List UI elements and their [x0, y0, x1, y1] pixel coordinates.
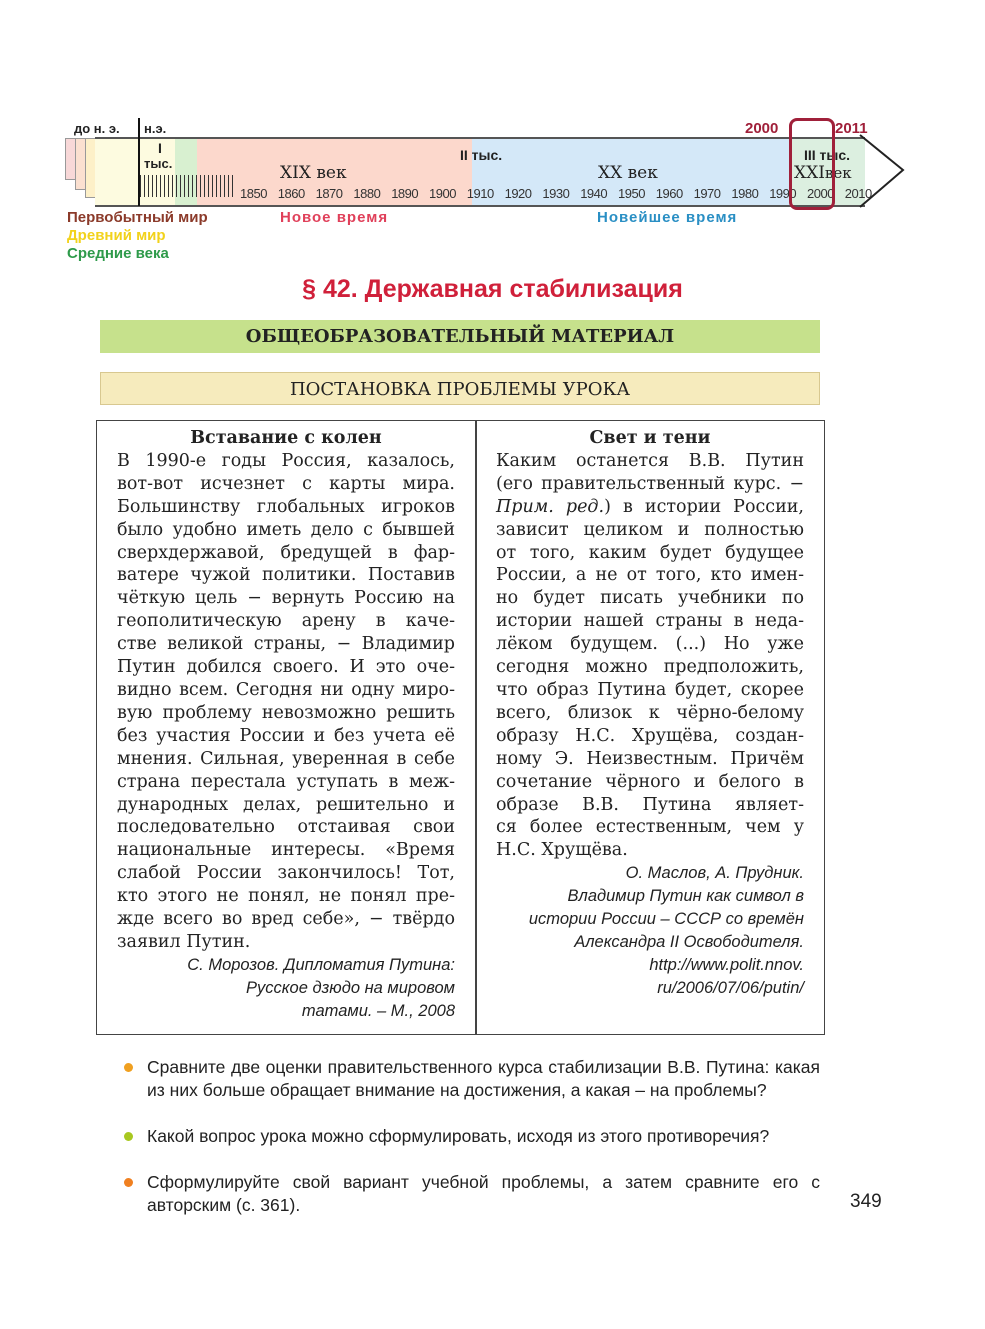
- text-line: сегодня можно предположить,: [496, 657, 804, 678]
- text-line: заявил Путин.: [117, 931, 251, 952]
- millennium-1-numeral: I: [158, 140, 162, 156]
- text-line: сочетание чёрного и белого в: [496, 771, 804, 792]
- decade-label: 1980: [731, 186, 759, 201]
- decade-label: 1970: [693, 186, 721, 201]
- source-left-heading: Вставание с колен: [190, 428, 382, 448]
- century-21-word: век: [824, 164, 852, 182]
- text-line: от того, каким будет будущее: [496, 542, 804, 563]
- text-line: лёком будущем. (...) Но уже: [496, 634, 804, 655]
- text-line: вот-вот исчезнет с карты мира.: [117, 473, 455, 494]
- era-primitive: Первобытный мир: [67, 209, 208, 226]
- text-line: чёткую цель − вернуть Россию на: [117, 588, 455, 609]
- source-right: [496, 427, 804, 1000]
- citation-line: истории России – СССР со времён: [528, 910, 804, 929]
- bullet-icon: [124, 1132, 133, 1141]
- millennium-3-label: III тыс.: [804, 147, 851, 163]
- source-right-citation: [496, 862, 804, 999]
- column-divider: [475, 421, 477, 1034]
- page-title: § 42. Державная стабилизация: [302, 275, 683, 303]
- decade-label: 1990: [769, 186, 797, 201]
- decade-label: 1940: [580, 186, 608, 201]
- text-line: (его правительственный курс. −: [496, 473, 804, 494]
- text-line: без участия России и без учета её: [117, 725, 455, 746]
- text-line: ся более естественным, чем у: [496, 817, 804, 838]
- decade-label: 2010: [844, 186, 872, 201]
- text-line: Большинству глобальных игроков: [117, 496, 455, 517]
- text-line: образе В.В. Путина являет-: [496, 794, 804, 815]
- century-21-numeral: XXI: [794, 163, 825, 183]
- source-left: [117, 427, 455, 1023]
- citation-line: Владимир Путин как символ в: [567, 887, 804, 906]
- decade-label: 1930: [542, 186, 570, 201]
- year-start-label: 2000: [745, 120, 779, 137]
- source-right-heading: Свет и тени: [589, 428, 711, 448]
- century-20-label: XX век: [598, 163, 658, 183]
- bullet-icon: [124, 1178, 133, 1187]
- text-line: но будет писать учебники по: [496, 588, 804, 609]
- question-2: Какой вопрос урока можно сформулировать, исходя из этого противоречия?: [147, 1126, 770, 1146]
- citation-line: Русское дзюдо на мировом: [246, 978, 455, 997]
- text-line: ному Э. Неизвестным. Причём: [496, 748, 804, 769]
- text-line: национальные интересы. «Время: [117, 840, 455, 861]
- text-line: Прим. ред.) в истории России,: [496, 496, 804, 517]
- bc-label: до н. э.: [74, 121, 120, 136]
- timeline: [0, 0, 985, 270]
- bullet-icon: [124, 1063, 133, 1072]
- year-end-label: 2011: [835, 120, 868, 137]
- decade-label: 1860: [277, 186, 305, 201]
- text-line: В 1990-е годы Россия, казалось,: [117, 450, 455, 471]
- text-line: сверхдержавой, бредущей в фар-: [117, 542, 455, 563]
- question-3: Сформулируйте свой вариант учебной проблемы, а затем сравните его с авторским (с. 361).: [147, 1172, 820, 1215]
- text-line: слабой России закончилось! Тот,: [117, 863, 455, 884]
- text-line: Каким останется В.В. Путин: [496, 450, 804, 471]
- decade-label: 1920: [504, 186, 532, 201]
- current-period-highlight: [789, 118, 835, 210]
- text-line: последовательно отстаивая свои: [117, 817, 455, 838]
- text-line: стве великой страны, − Владимир: [117, 634, 455, 655]
- text-line: Н.С. Хрущёва.: [496, 840, 628, 861]
- millennium-2-label: II тыс.: [460, 147, 503, 163]
- text-line: дународных делах, решительно и: [117, 794, 455, 815]
- citation-line: Александра II Освободителя.: [574, 932, 804, 951]
- text-line: ватере чужой политики. Поставив: [117, 565, 455, 586]
- decade-label: 1890: [391, 186, 419, 201]
- text-line: всего, близок к чёрно-белому: [496, 702, 804, 723]
- text-line: что образ Путина будет, скорее: [496, 679, 804, 700]
- text-line: мнения. Сильная, уверенная в себе: [117, 748, 455, 769]
- text-line: страна перестала уступать в меж-: [117, 771, 455, 792]
- era-modern: Новое время: [280, 209, 389, 226]
- text-line: зависит целиком и полностью: [496, 519, 804, 540]
- source-left-citation: [117, 954, 455, 1023]
- decade-label: 1850: [240, 186, 267, 201]
- decade-label: 1900: [429, 186, 456, 201]
- decade-label: 1880: [353, 186, 381, 201]
- citation-line: ru/2006/07/06/putin/: [657, 978, 804, 997]
- text-line: жде всего во вред себе», − твёрдо: [117, 909, 455, 930]
- citation-line: О. Маслов, А. Прудник.: [625, 864, 804, 883]
- ad-label: н.э.: [144, 121, 167, 136]
- text-line: было удобно иметь дело с бывшей: [117, 519, 455, 540]
- era-middle: Средние века: [67, 245, 169, 262]
- citation-line: татами. – М., 2008: [301, 1001, 455, 1020]
- problem-bar: ПОСТАНОВКА ПРОБЛЕМЫ УРОКА: [100, 372, 820, 405]
- page-number: 349: [850, 1191, 882, 1212]
- text-line: Путин добился своего. И это оче-: [117, 657, 455, 678]
- text-line: вую проблему невозможно решить: [117, 702, 455, 723]
- timeline-arrow-icon: [855, 130, 910, 215]
- era-contemporary: Новейшее время: [597, 209, 738, 226]
- text-line: России, а не от того, кто имен-: [496, 565, 804, 586]
- millennium-1-label: тыс.: [144, 156, 173, 171]
- text-line: геополитическую арену в каче-: [117, 611, 455, 632]
- decade-label: 1960: [655, 186, 683, 201]
- decade-label: 2000: [807, 186, 834, 201]
- decade-label: 1950: [618, 186, 645, 201]
- citation-line: http://www.polit.nnov.: [649, 955, 804, 974]
- text-line: видно всем. Сегодня ни одну миро-: [117, 679, 455, 700]
- decade-label: 1910: [466, 186, 494, 201]
- century-19-label: XIX век: [280, 163, 347, 183]
- text-line: кто этого не понял, не понял пре-: [117, 886, 455, 907]
- era-ancient: Древний мир: [67, 227, 166, 244]
- text-line: образу Н.С. Хрущёва, создан-: [496, 725, 804, 746]
- citation-line: С. Морозов. Дипломатия Путина:: [187, 955, 455, 974]
- decade-label: 1870: [315, 186, 343, 201]
- question-1: Сравните две оценки правительственного курса стабилизации В.В. Путина: какая из них больше обращает внимание на достижения, а какая – на проблемы?: [147, 1057, 820, 1100]
- section-bar: ОБЩЕОБРАЗОВАТЕЛЬНЫЙ МАТЕРИАЛ: [100, 320, 820, 353]
- text-line: истории нашей страны в неда-: [496, 611, 804, 632]
